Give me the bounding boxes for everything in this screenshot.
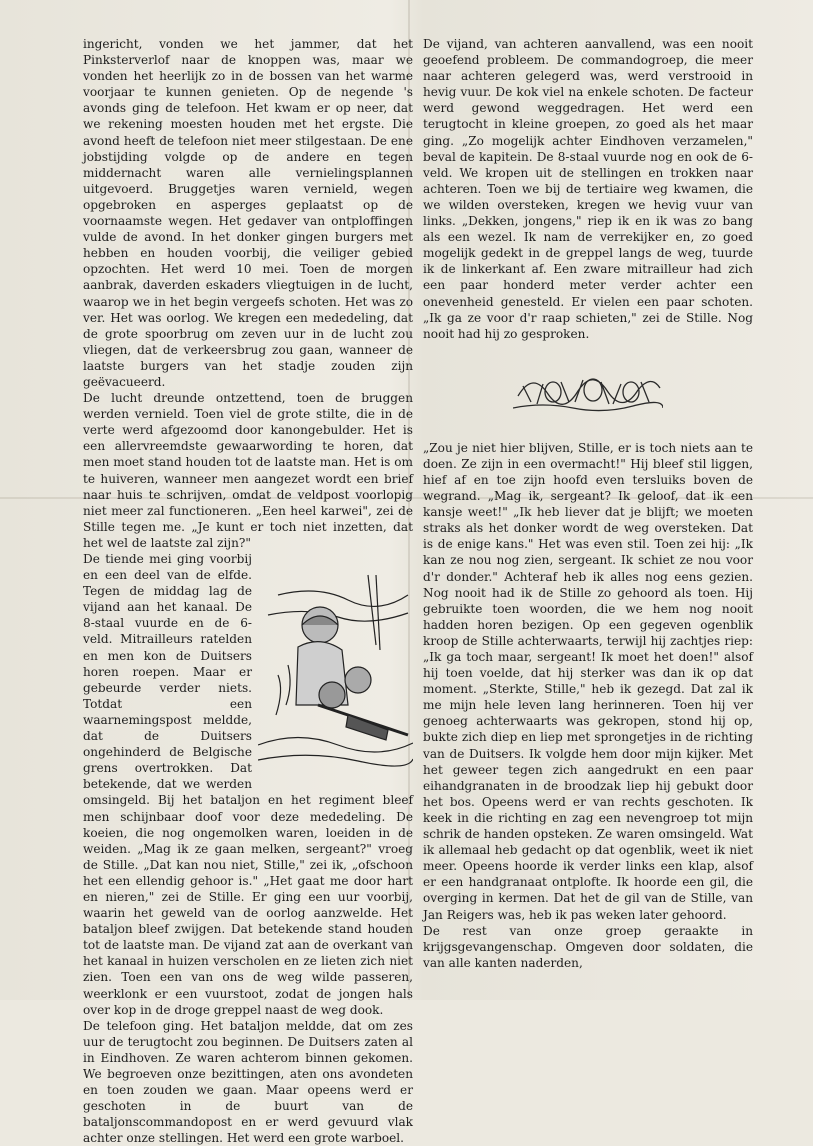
paragraph: De lucht dreunde ontzettend, toen de bruggen werden vernield. Toen viel de grote stilte, die in de verte werd afgezoomd door kanongebulder. Het is een allervreemdste gewaarwording te horen, dat men moet stand houden tot de laatste man. Het is om te huiveren, wanneer men aangezet wordt een brief naar huis te schrijven, omdat de veldpost voorlopig niet meer zal functioneren. „Een heel karwei", zei de Stille tegen me. „Je kunt er toch niet inzetten, dat het wel de laatste zal zijn?" [83,391,413,550]
right-text-column [423,36,753,971]
decorative-barbed-wire-ornament [513,356,663,418]
paragraph: De tiende mei ging voorbij en een deel van de elfde. Tegen de middag lag de vijand aan het kanaal. De 8-staal vuurde en de 6-veld. Mitrailleurs ratelden en men kon de Duitsers horen roepen. Maar er gebeurde verder niets. Totdat een waarnemingspost meldde, dat de Duitsers ongehinderd de Belgische grens overtrokken. Dat betekende, dat we werden omsingeld. Bij het bataljon en het regiment bleef men schijnbaar doof voor deze mededeling. De koeien, die nog ongemolken waren, loeiden in de weiden. „Mag ik ze gaan melken, sergeant?" vroeg de Stille. „Dat kan nou niet, Stille," zei ik, „ofschoon het een ellendig gehoor is." „Het gaat me door hart en nieren," zei de Stille. Er ging een uur voorbij, waarin het geweld van de oorlog aanzwelde. Het bataljon bleef zwijgen. Dat betekende stand houden tot de laatste man. De vijand zat aan de overkant van het kanaal in huizen verscholen en ze lieten zich niet zien. Toen een van ons de weg wilde passeren, weerklonk er een vuurstoot, zodat de jongen hals over kop in de droge greppel naast de weg dook. [83,552,413,1017]
soldiers-illustration [258,555,413,777]
paragraph: De telefoon ging. Het bataljon meldde, dat om zes uur de terugtocht zou beginnen. De Duitsers zaten al in Eindhoven. Ze waren achterom binnen gekomen. We begroeven onze bezittingen, aten ons avondeten en toen zouden we gaan. Maar opeens werd er geschoten in de buurt van de bataljonscommandopost en er werd gevuurd vlak achter onze stellingen. Het werd een grote warboel. [83,1018,413,1146]
soldiers-in-trench-drawing [258,555,413,777]
paragraph: „Zou je niet hier blijven, Stille, er is toch niets aan te doen. Ze zijn in een overmacht!" Hij bleef stil liggen, hief af en toe zijn hoofd even tersluiks boven de wegrand. „Mag ik, sergeant? Ik geloof, dat ik een kansje weet!" „Ik heb liever dat je blijft; we moeten straks als het donker wordt de weg oversteken. Dat is de enige kans." Het was even stil. Toen zei hij: „Ik kan ze nou nog zien, sergeant. Ik schiet ze nou voor d'r donder." Achteraf heb ik alles nog eens gezien. Nog nooit had ik de Stille zo gehoord als toen. Hij gebruikte toen woorden, die we hem nog nooit hadden horen bezigen. Op een gegeven ogenblik kroop de Stille achterwaarts, terwijl hij zachtjes riep: „Ik ga toch maar, sergeant! Ik moet het doen!" alsof hij toen voelde, dat hij sterker was dan ik op dat moment. „Sterkte, Stille," heb ik gezegd. Dat zal ik me mijn hele leven lang herinneren. Toen hij ver genoeg achterwaarts was gekropen, stond hij op, bukte zich diep en liep met sprongetjes in de richting van de Duitsers. Ik volgde hem door mijn kijker. Met het geweer tegen zich aangedrukt en een paar eihandgranaten in de broodzak liep hij gebukt door het bos. Opeens werd er van rechts geschoten. Ik keek in die richting en zag een nevengroep tot mijn schrik de handen opsteken. Ze waren omsingeld. Wat ik allemaal heb gedacht op dat ogenblik, weet ik niet meer. Opeens hoorde ik verder links een klap, alsof er een handgranaat ontplofte. Ik hoorde een gil, die overging in kermen. Dat het de gil van de Stille, van Jan Reigers was, heb ik pas weken later gehoord. [423,440,753,922]
left-text-column [83,36,413,1146]
paragraph: De vijand, van achteren aanvallend, was een nooit geoefend probleem. De commandogroep, die meer naar achteren gelegerd was, werd verstrooid in hevig vuur. De kok viel na enkele schoten. De facteur werd gewond weggedragen. Het werd een terugtocht in kleine groepen, zo goed als het maar ging. „Zo mogelijk achter Eindhoven verzamelen," beval de kapitein. De 8-staal vuurde nog en ook de 6-veld. We kropen uit de stellingen en trokken naar achteren. Toen we bij de tertiaire weg kwamen, die we wilden oversteken, kregen we hevig vuur van links. „Dekken, jongens," riep ik en ik was zo bang als een wezel. Ik nam de verrekijker en, zo goed mogelijk gedekt in de greppel langs de weg, tuurde ik de linkerkant af. Een zware mitrailleur had zich een paar honderd meter verder achter een onevenheid genesteld. Er vielen een paar schoten. „Ik ga ze voor d'r raap schieten," zei de Stille. Nog nooit had hij zo gesproken. [423,37,753,341]
paragraph: De rest van onze groep geraakte in krijgsgevangenschap. Omgeven door soldaten, die van alle kanten naderden, [423,923,753,970]
paragraph: ingericht, vonden we het jammer, dat het Pinksterverlof naar de knoppen was, maar we vonden het heerlijk zo in de bossen van het warme voorjaar te kunnen genieten. Op de negende 's avonds ging de telefoon. Het kwam er op neer, dat we rekening moesten houden met het ergste. Die avond heeft de telefoon niet meer stilgestaan. De ene jobstijding volgde op de andere en tegen middernacht waren alle vernielingsplannen uitgevoerd. Bruggetjes waren vernield, wegen opgebroken en asperges geplaatst op de voornaamste wegen. Het gedaver van ontploffingen vulde de avond. In het donker gingen burgers met hebben en houden voorbij, die veiliger gebied opzochten. Het werd 10 mei. Toen de morgen aanbrak, daverden eskaders vliegtuigen in de lucht, waarop we in het begin vergeefs schoten. Het was zo ver. Het was oorlog. We kregen een mededeling, dat de grote spoorbrug om zeven uur in de lucht zou vliegen, dat de verkeersbrug zou gaan, wanneer de laatste burgers van het stadje zouden zijn geëvacueerd. [83,37,413,389]
